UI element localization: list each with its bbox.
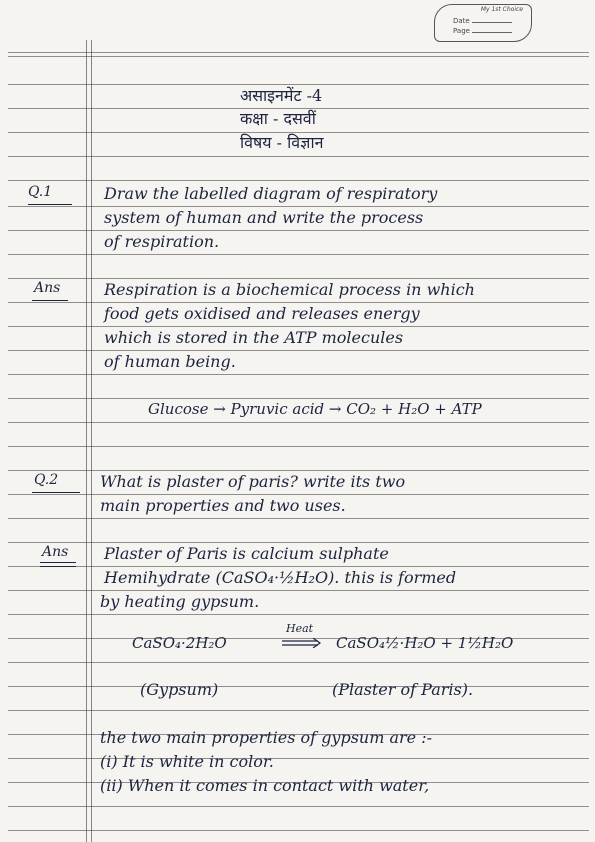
ruled-line xyxy=(8,830,589,831)
ruled-line xyxy=(8,206,589,207)
question-1-line: system of human and write the process xyxy=(104,208,424,227)
question-2-line: What is plaster of paris? write its two xyxy=(100,472,406,491)
answer-1-line: Respiration is a biochemical process in which xyxy=(104,280,475,299)
label-underline xyxy=(28,204,72,205)
ruled-line xyxy=(8,542,589,543)
question-1-line: Draw the labelled diagram of respiratory xyxy=(104,184,438,203)
product-name: (Plaster of Paris). xyxy=(332,680,474,699)
ruled-line xyxy=(8,686,589,687)
ruled-line xyxy=(8,52,589,53)
answer-1-line: food gets oxidised and releases energy xyxy=(104,304,420,323)
question-2-line: main properties and two uses. xyxy=(100,496,346,515)
question-2-label: Q.2 xyxy=(34,472,59,488)
answer-1-line: of human being. xyxy=(104,352,236,371)
subject-line: विषय - विज्ञान xyxy=(240,133,324,152)
answer-1-line: which is stored in the ATP molecules xyxy=(104,328,404,347)
ruled-line xyxy=(8,758,589,759)
reactant-formula: CaSO₄·2H₂O xyxy=(132,634,227,652)
label-underline xyxy=(40,562,76,563)
ruled-line xyxy=(8,470,589,471)
label-underline xyxy=(40,566,76,567)
margin-line xyxy=(91,40,92,842)
stamp-date xyxy=(453,17,512,25)
ruled-line xyxy=(8,422,589,423)
stamp-page-label: Page xyxy=(453,27,470,35)
product-formula: CaSO₄½·H₂O + 1½H₂O xyxy=(336,634,514,652)
ruled-line xyxy=(8,180,589,181)
ruled-line xyxy=(8,56,589,57)
ruled-line xyxy=(8,254,589,255)
ruled-line xyxy=(8,350,589,351)
properties-intro: the two main properties of gypsum are :- xyxy=(100,728,433,747)
answer-2-line: by heating gypsum. xyxy=(100,592,260,611)
margin-line xyxy=(86,40,87,842)
ruled-line xyxy=(8,518,589,519)
ruled-line xyxy=(8,710,589,711)
ruled-line xyxy=(8,302,589,303)
ruled-line xyxy=(8,566,589,567)
ruled-line xyxy=(8,278,589,279)
class-line: कक्षा - दसवीं xyxy=(240,109,316,128)
ruled-line xyxy=(8,156,589,157)
answer-2-label: Ans xyxy=(42,544,69,560)
reaction-condition: Heat xyxy=(286,622,314,635)
reactant-name: (Gypsum) xyxy=(140,680,219,699)
ruled-line xyxy=(8,446,589,447)
reaction-arrow-icon xyxy=(282,638,322,648)
stamp-page xyxy=(453,27,512,35)
answer-2-line: Hemihydrate (CaSO₄·½H₂O). this is formed xyxy=(104,568,457,587)
label-underline xyxy=(32,492,80,493)
ruled-line xyxy=(8,614,589,615)
ruled-line xyxy=(8,374,589,375)
ruled-line xyxy=(8,806,589,807)
stamp-brand: My 1st Choice xyxy=(480,6,523,13)
stamp-date-label: Date xyxy=(453,17,470,25)
date-page-stamp xyxy=(434,4,532,42)
answer-2-line: Plaster of Paris is calcium sulphate xyxy=(104,544,389,563)
ruled-line xyxy=(8,230,589,231)
respiration-equation: Glucose → Pyruvic acid → CO₂ + H₂O + ATP xyxy=(148,400,482,418)
question-1-line: of respiration. xyxy=(104,232,220,251)
property-item: (ii) When it comes in contact with water, xyxy=(100,776,430,795)
property-item: (i) It is white in color. xyxy=(100,752,274,771)
question-1-label: Q.1 xyxy=(28,184,53,200)
ruled-line xyxy=(8,398,589,399)
ruled-line xyxy=(8,662,589,663)
ruled-line xyxy=(8,326,589,327)
answer-1-label: Ans xyxy=(34,280,61,296)
label-underline xyxy=(32,300,68,301)
ruled-line xyxy=(8,590,589,591)
assignment-title: असाइनमेंट -4 xyxy=(240,86,323,105)
ruled-line xyxy=(8,494,589,495)
